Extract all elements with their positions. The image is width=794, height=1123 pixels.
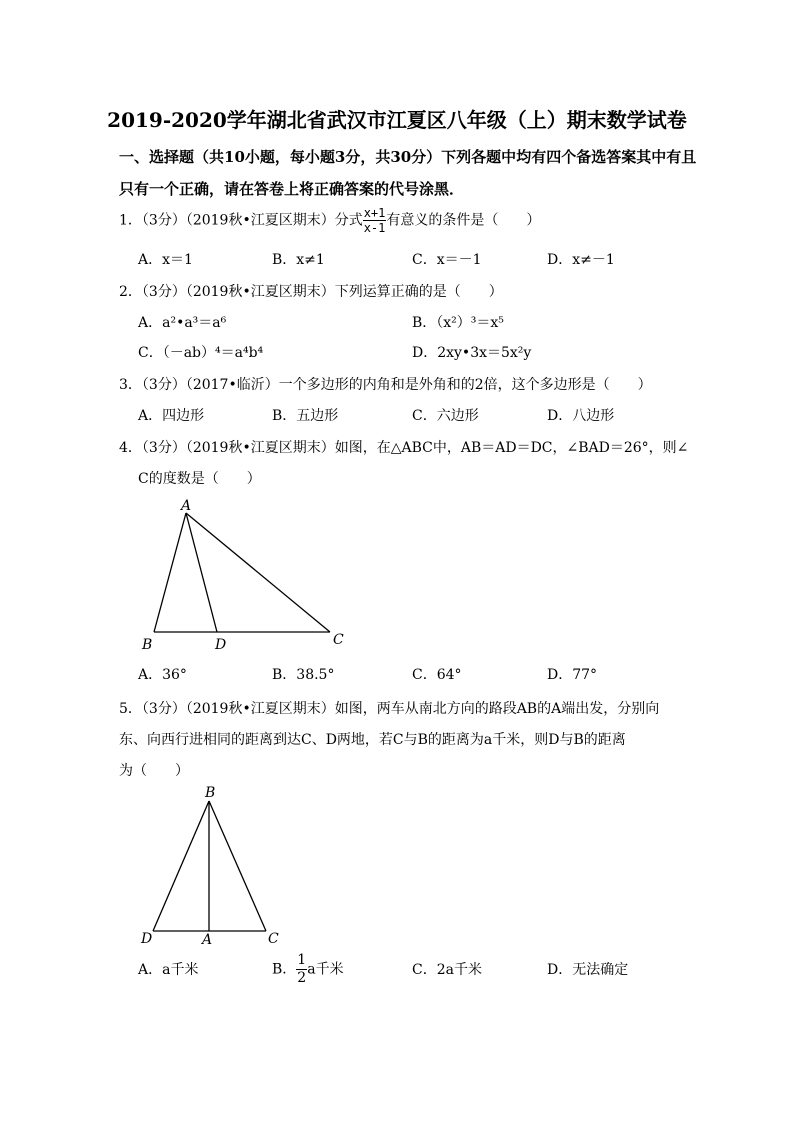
question-4-line1: 4．（3分）（2019秋•江夏区期末）如图，在△ABC中，AB＝AD＝DC，∠BAD＝26°，则∠: [119, 440, 689, 456]
vertex-label-c: C: [333, 632, 344, 648]
q1-option-b: B．x≠1: [272, 252, 325, 268]
q1-option-d: D．x≠－1: [547, 252, 615, 268]
q1-option-c: C．x＝－1: [412, 252, 482, 268]
section-heading-line1: 一、选择题（共10小题，每小题3分，共30分）下列各题中均有四个备选答案其中有且: [119, 148, 697, 166]
q2-option-d: D．2xy•3x＝5x²y: [412, 345, 532, 361]
question-1-fraction: [363, 206, 387, 235]
vertex-label-d: D: [215, 637, 227, 653]
question-1-stem: [119, 206, 540, 235]
page-title: 2019-2020学年湖北省武汉市江夏区八年级（上）期末数学试卷: [107, 108, 687, 132]
question-2-stem: 2．（3分）（2019秋•江夏区期末）下列运算正确的是（ ）: [119, 284, 503, 300]
segment-ac: [186, 513, 330, 632]
q5-option-c: C．2a千米: [412, 962, 482, 978]
question-5-line3: 为（ ）: [119, 763, 189, 779]
q4-option-b: B．38.5°: [272, 667, 335, 683]
fraction-denominator: 2: [297, 970, 307, 986]
vertex-label-a: A: [202, 932, 213, 948]
fraction-numerator: 1: [297, 952, 307, 968]
q5-option-b-fraction: [296, 952, 307, 987]
q5-option-a: A．a千米: [138, 962, 199, 978]
triangle-abc-figure: [135, 495, 355, 655]
q2-option-b: B．（x²）³＝x⁵: [412, 315, 504, 331]
q3-option-c: C．六边形: [412, 408, 479, 424]
q1-option-a: A．x＝1: [138, 252, 193, 268]
q2-option-a: A．a²•a³＝a⁶: [138, 315, 227, 331]
q5-option-b: [272, 952, 344, 987]
segment-ad: [186, 513, 217, 632]
q3-option-d: D．八边形: [547, 408, 615, 424]
q3-option-b: B．五边形: [272, 408, 339, 424]
q4-option-d: D．77°: [547, 667, 598, 683]
triangle-bdc-figure: [138, 783, 288, 948]
question-3-stem: 3．（3分）（2017•临沂）一个多边形的内角和是外角和的2倍，这个多边形是（ ）: [119, 377, 652, 393]
q2-option-c: C．（－ab）⁴＝a⁴b⁴: [138, 345, 264, 361]
q5-option-d: D．无法确定: [547, 962, 629, 978]
q3-option-a: A．四边形: [138, 408, 205, 424]
segment-bd: [153, 801, 209, 931]
q4-option-a: A．36°: [138, 667, 187, 683]
q5-option-b-suffix: a千米: [307, 961, 344, 978]
q4-option-c: C．64°: [412, 667, 462, 683]
question-4-line2: C的度数是（ ）: [138, 471, 261, 487]
vertex-label-d: D: [141, 931, 153, 947]
vertex-label-b: B: [205, 785, 216, 801]
q5-option-b-prefix: B．: [272, 961, 297, 978]
segment-bc: [209, 801, 266, 931]
question-1-prefix: 1．（3分）（2019秋•江夏区期末）分式: [119, 212, 363, 229]
section-heading-line2: 只有一个正确，请在答卷上将正确答案的代号涂黑．: [119, 180, 465, 198]
question-5-line1: 5．（3分）（2019秋•江夏区期末）如图，两车从南北方向的路段AB的A端出发，分别向: [119, 701, 660, 717]
vertex-label-b: B: [142, 637, 153, 653]
vertex-label-a: A: [181, 498, 192, 514]
question-5-line2: 东、向西行进相同的距离到达C、D两地，若C与B的距离为a千米，则D与B的距离: [119, 732, 626, 748]
segment-ab: [154, 513, 186, 632]
fraction-denominator: x-1: [363, 221, 386, 235]
question-1-suffix: 有意义的条件是（ ）: [386, 212, 541, 229]
fraction-numerator: x+1: [363, 206, 386, 220]
vertex-label-c: C: [268, 931, 279, 947]
